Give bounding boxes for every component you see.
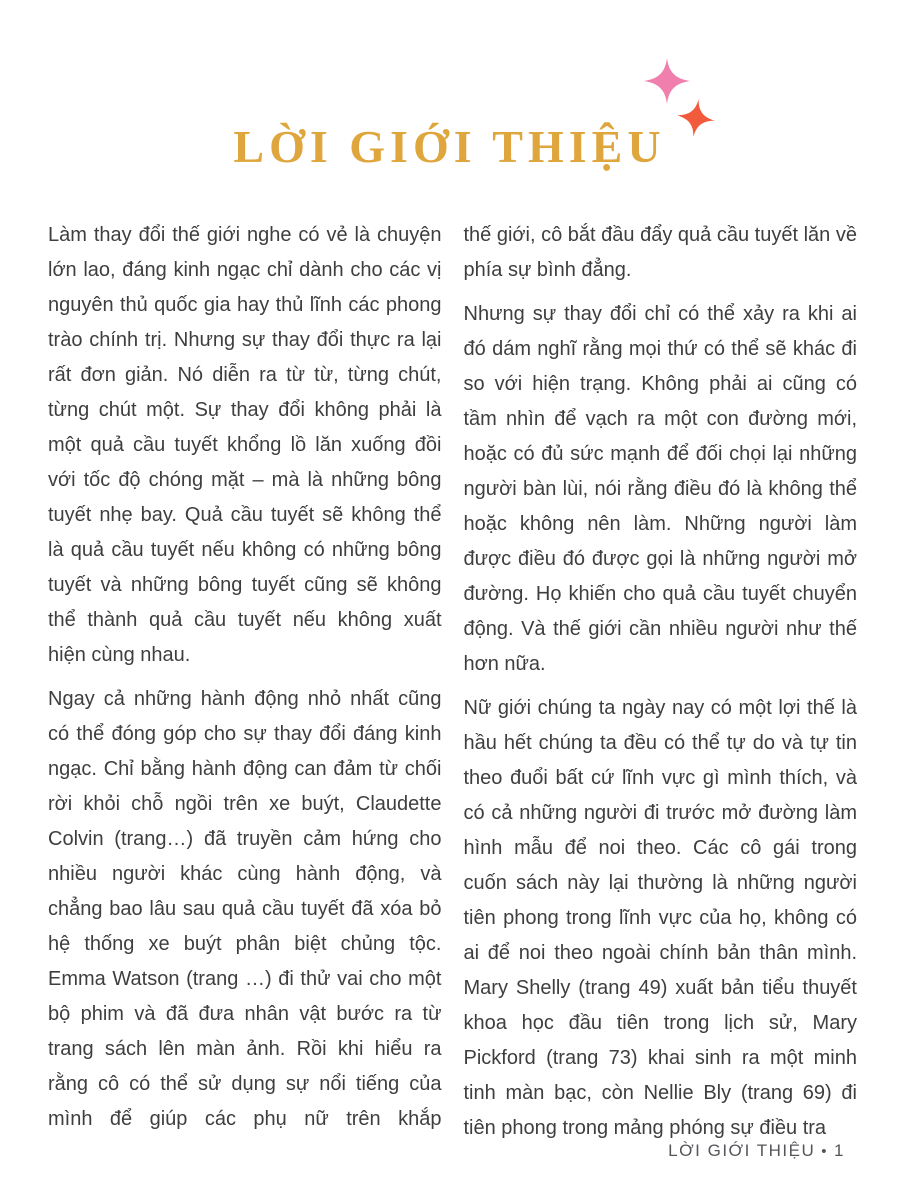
- footer-separator: •: [821, 1143, 829, 1160]
- paragraph: Làm thay đổi thế giới nghe có vẻ là chuyện lớn lao, đáng kinh ngạc chỉ dành cho các vị nguyên thủ quốc gia hay thủ lĩnh các phong trào chính trị. Nhưng sự thay đổi thực ra lại rất đơn giản. Nó diễn ra từ từ, từng chút, từng chút một. Sự thay đổi không phải là một quả cầu tuyết khổng lồ lăn xuống đồi với tốc độ chóng mặt – mà là những bông tuyết nhẹ bay. Quả cầu tuyết sẽ không thể là quả cầu tuyết nếu không có những bông tuyết và những bông tuyết cũng sẽ không thể thành quả cầu tuyết nếu không xuất hiện cùng nhau.: [48, 224, 442, 666]
- page-title: LỜI GIỚI THIỆU: [233, 121, 666, 172]
- right-column: [464, 218, 858, 1155]
- footer-section-label: LỜI GIỚI THIỆU: [668, 1141, 816, 1160]
- page-footer: [668, 1141, 845, 1161]
- paragraph: Nữ giới chúng ta ngày nay có một lợi thế là hầu hết chúng ta đều có thể tự do và tự tin theo đuổi bất cứ lĩnh vực gì mình thích, và có cả những người đi trước mở đường làm hình mẫu để noi theo. Các cô gái trong cuốn sách này lại thường là những người tiên phong trong lĩnh vực của họ, không có ai để noi theo ngoài chính bản thân mình. Mary Shelly (trang 49) xuất bản tiểu thuyết khoa học đầu tiên trong lịch sử, Mary Pickford (trang 73) khai sinh ra một minh tinh màn bạc, còn Nellie Bly (trang 69) đi tiên phong trong mảng phóng sự điều tra: [463, 697, 857, 1139]
- paragraph: Ngay cả những hành động nhỏ nhất cũng có thể đóng góp cho sự thay đổi đáng kinh ngạc. Chỉ bằng hành động can đảm từ chối rời khỏi chỗ ngồi trên xe buýt, Claudette Colvin (trang…) đã truyền cảm hứng cho nhiều người khác cùng hành động, và chẳng bao lâu sau quả cầu tuyết đã xóa bỏ hệ thống xe buýt phân biệt chủng tộc. Emma Watson (trang …) đi thử vai cho một bộ phim và đã đưa nhân vật bước ra từ trang sách lên màn ảnh. Rồi khi hiểu ra rằng cô có thể sử dụng sự nổi tiếng của mình để giúp các phụ nữ trên khắp: [48, 688, 442, 1130]
- text-columns: [48, 218, 857, 1155]
- paragraph: Nhưng sự thay đổi chỉ có thể xảy ra khi ai đó dám nghĩ rằng mọi thứ có thể sẽ khác đi so với hiện trạng. Không phải ai cũng có tầm nhìn để vạch ra một con đường mới, hoặc có đủ sức mạnh để đối chọi lại những người bàn lùi, nói rằng điều đó là không thể hoặc không nên làm. Những người làm được điều đó được gọi là những người mở đường. Họ khiến cho quả cầu tuyết chuyển động. Và thế giới cần nhiều người như thế hơn nữa.: [463, 303, 857, 675]
- paragraph: thế giới, cô bắt đầu đẩy quả cầu tuyết lăn về phía sự bình đẳng.: [463, 224, 857, 281]
- left-column: [48, 218, 442, 1155]
- footer-page-number: 1: [834, 1141, 845, 1160]
- sparkle-orange-icon: [674, 96, 717, 141]
